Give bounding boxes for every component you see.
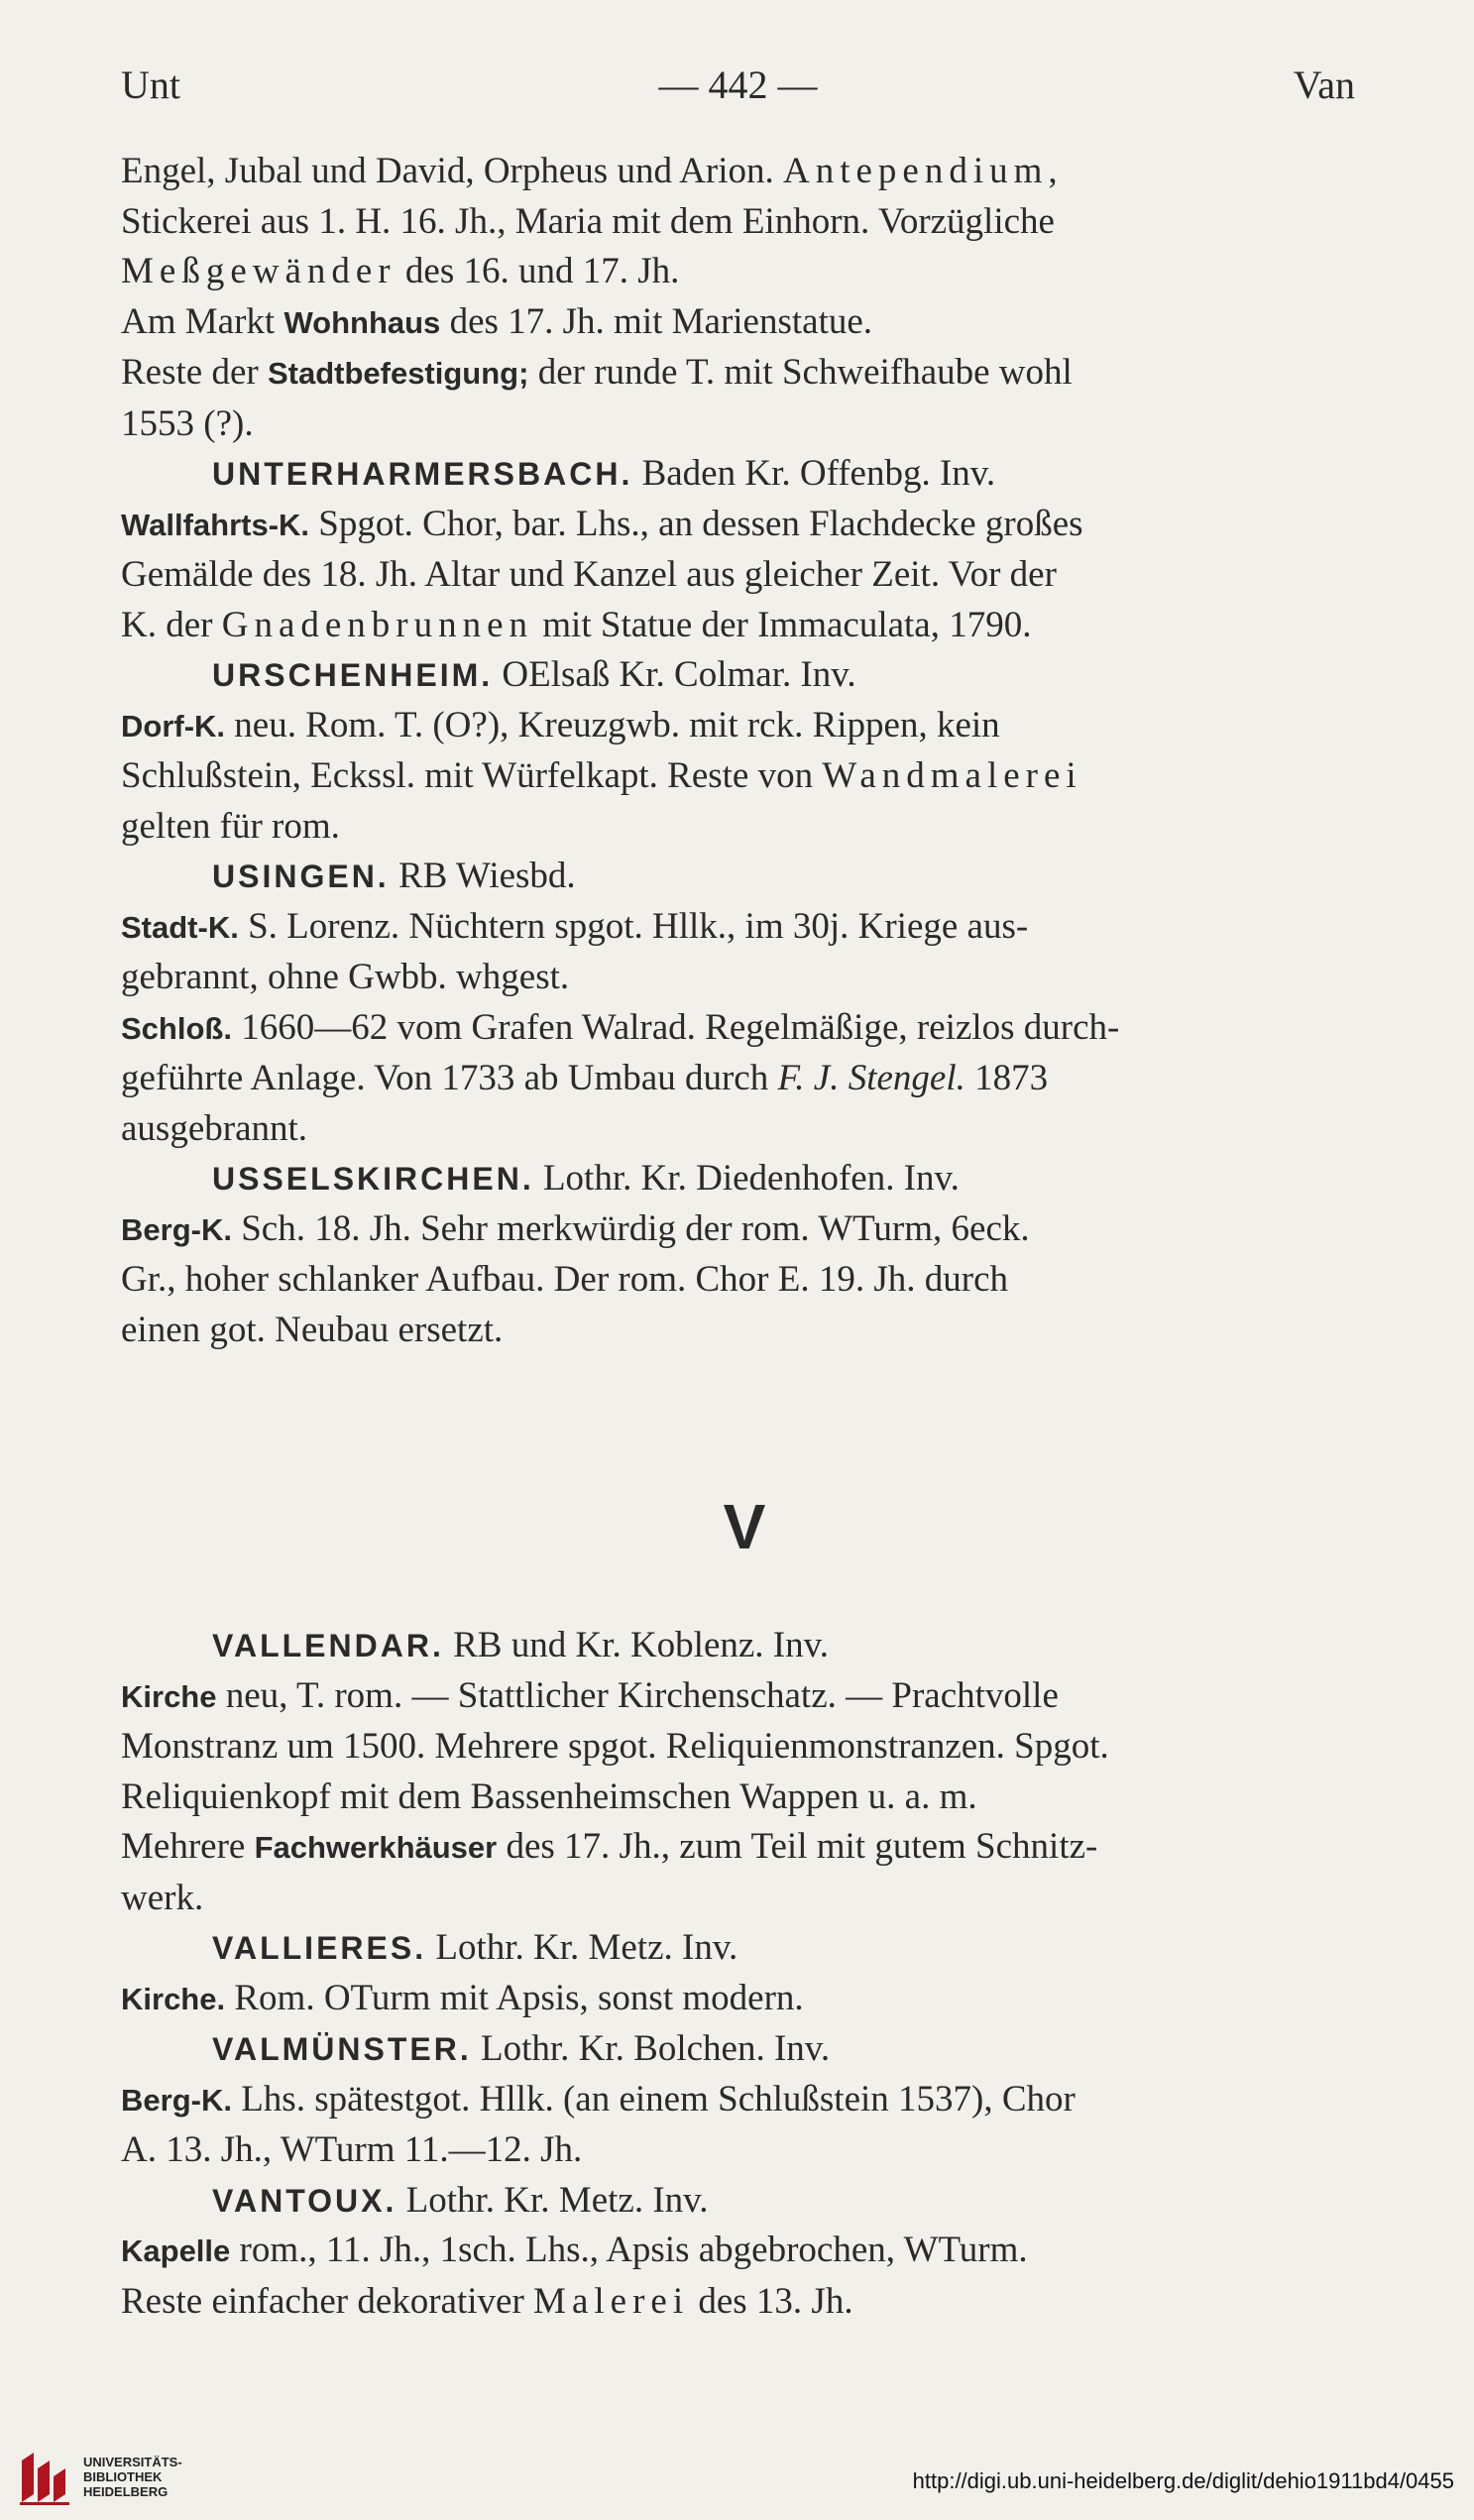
text-span: Stickerei aus 1. H. 16. Jh., Maria mit dem Einhorn. Vorzügliche [121, 200, 1055, 242]
text-span: gebrannt, ohne Gwbb. whgest. [121, 957, 570, 997]
text-span: K. der [121, 604, 222, 645]
text-line [121, 2277, 1368, 2328]
text-line [121, 802, 1368, 853]
text-span: 1873 [964, 1058, 1049, 1098]
spaced-emphasis: Antependium, [782, 151, 1064, 191]
text-line [121, 2125, 1368, 2176]
place-name: VALLIERES. [212, 1930, 427, 1966]
text-line [121, 953, 1368, 1003]
header-left-keyword: Unt [121, 62, 180, 107]
building-keyword: Wohnhaus [283, 304, 441, 340]
text-line [121, 297, 1368, 349]
text-span: gelten für rom. [121, 805, 340, 847]
text-block-v [121, 1621, 1368, 2327]
text-span: Lothr. Kr. Metz. Inv. [426, 1927, 738, 1968]
building-keyword: Berg-K. [121, 2082, 232, 2118]
text-span: RB und Kr. Koblenz. Inv. [443, 1625, 829, 1665]
text-span: Reste der [121, 352, 268, 393]
text-line [121, 1255, 1368, 1306]
spaced-emphasis: Malerei [533, 2280, 690, 2322]
building-keyword: Berg-K. [121, 1211, 232, 1247]
text-span: ausgebrannt. [121, 1107, 308, 1149]
logo-line-2: BIBLIOTHEK [83, 2469, 163, 2484]
logo-line-1: UNIVERSITÄTS- [83, 2455, 182, 2469]
text-span: Gr., hoher schlanker Aufbau. Der rom. Chor E. 19. Jh. durch [121, 1259, 1008, 1300]
text-span: neu, T. rom. — Stattlicher Kirchenschatz. — Prachtvolle [216, 1674, 1059, 1716]
text-span: geführte Anlage. Von 1733 ab Umbau durch [121, 1058, 778, 1098]
source-url-link[interactable]: http://digi.ub.uni-heidelberg.de/diglit/dehio1911bd4/0455 [912, 2468, 1454, 2493]
text-span: mit Statue der Immaculata, 1790. [533, 604, 1032, 645]
text-span: Reste einfacher dekorativer [121, 2280, 534, 2322]
text-line [121, 400, 1368, 450]
library-logo-icon [16, 2447, 73, 2506]
building-keyword: Schloß. [121, 1010, 232, 1046]
place-name: UNTERHARMERSBACH. [212, 456, 633, 492]
text-span: Monstranz um 1500. Mehrere spgot. Reliquienmonstranzen. Spgot. [121, 1726, 1109, 1767]
text-line [121, 1204, 1368, 1256]
text-line [121, 751, 1368, 802]
text-span: des 16. und 17. Jh. [396, 251, 680, 291]
text-span: 1660—62 vom Grafen Walrad. Regelmäßige, reizlos durch- [231, 1006, 1120, 1048]
text-line [121, 247, 1368, 297]
text-span: Reliquienkopf mit dem Bassenheimschen Wappen u. a. m. [121, 1775, 977, 1817]
text-span: der runde T. mit Schweifhaube wohl [528, 352, 1073, 393]
building-keyword: Kirche [121, 1678, 217, 1714]
entry-heading-line [121, 1154, 1368, 1204]
text-line [121, 601, 1368, 651]
building-keyword: Wallfahrts-K. [121, 507, 310, 542]
text-span: Sch. 18. Jh. Sehr merkwürdig der rom. WTurm, 6eck. [231, 1207, 1030, 1249]
building-keyword: Fachwerkhäuser [254, 1830, 498, 1865]
text-line [121, 1306, 1368, 1356]
text-line [121, 2075, 1368, 2126]
text-span: Gemälde des 18. Jh. Altar und Kanzel aus gleicher Zeit. Vor der [121, 554, 1057, 595]
building-keyword: Stadtbefestigung; [267, 356, 529, 391]
text-span: Lothr. Kr. Diedenhofen. Inv. [533, 1158, 960, 1199]
text-line [121, 902, 1368, 954]
text-line [121, 1822, 1368, 1874]
text-span: Spgot. Chor, bar. Lhs., an dessen Flachdecke großes [309, 503, 1083, 544]
place-name: USINGEN. [212, 859, 390, 894]
text-span: rom., 11. Jh., 1sch. Lhs., Apsis abgebrochen, WTurm. [230, 2230, 1028, 2270]
text-line [121, 701, 1368, 752]
text-line [121, 2226, 1368, 2277]
text-line [121, 1104, 1368, 1155]
place-name: VALLENDAR. [212, 1628, 444, 1663]
text-span: Am Markt [121, 300, 284, 342]
text-block-u [121, 147, 1368, 1355]
text-span: einen got. Neubau ersetzt. [121, 1309, 504, 1350]
page-number: — 442 — [658, 62, 818, 107]
text-span: des 17. Jh., zum Teil mit gutem Schnitz- [497, 1826, 1098, 1867]
building-keyword: Kapelle [121, 2234, 231, 2268]
text-span: Engel, Jubal und David, Orpheus und Arion. [121, 151, 783, 191]
text-span: werk. [121, 1877, 204, 1918]
text-span: Baden Kr. Offenbg. Inv. [632, 453, 996, 494]
spaced-emphasis: Wandmalerei [822, 755, 1082, 796]
entry-heading-line [121, 852, 1368, 902]
text-line [121, 1974, 1368, 2025]
text-span: S. Lorenz. Nüchtern spgot. Hllk., im 30j. Kriege aus- [238, 905, 1029, 947]
text-span: Rom. OTurm mit Apsis, sonst modern. [225, 1977, 804, 2018]
text-span: OElsaß Kr. Colmar. Inv. [493, 654, 856, 695]
text-line [121, 500, 1368, 551]
italic-name: F. J. Stengel. [777, 1058, 965, 1098]
place-name: URSCHENHEIM. [212, 657, 494, 693]
building-keyword: Stadt-K. [121, 909, 239, 945]
text-line [121, 550, 1368, 601]
entry-heading-line [121, 1923, 1368, 1974]
entry-heading-line [121, 2024, 1368, 2075]
header-right-keyword: Van [1293, 62, 1355, 107]
text-line [121, 147, 1368, 197]
text-line [121, 1773, 1368, 1823]
text-line [121, 197, 1368, 248]
text-span: Lothr. Kr. Metz. Inv. [397, 2179, 709, 2221]
building-keyword: Kirche. [121, 1981, 226, 2016]
text-span: A. 13. Jh., WTurm 11.—12. Jh. [121, 2129, 583, 2170]
text-line [121, 1003, 1368, 1055]
entry-heading-line [121, 1621, 1368, 1671]
text-line [121, 1054, 1368, 1104]
library-logo [16, 2447, 214, 2506]
entry-heading-line [121, 449, 1368, 500]
text-span: neu. Rom. T. (O?), Kreuzgwb. mit rck. Rippen, kein [225, 704, 1000, 745]
spaced-emphasis: Gnadenbrunnen [221, 604, 534, 645]
text-line [121, 1874, 1368, 1924]
place-name: USSELSKIRCHEN. [212, 1161, 534, 1197]
building-keyword: Dorf-K. [121, 708, 226, 744]
text-span: RB Wiesbd. [389, 856, 576, 896]
text-line [121, 348, 1368, 400]
place-name: VANTOUX. [212, 2182, 397, 2219]
entry-heading-line [121, 2176, 1368, 2227]
text-span: Schlußstein, Eckssl. mit Würfelkapt. Reste von [121, 755, 823, 796]
text-span: Mehrere [121, 1826, 255, 1867]
place-name: VALMÜNSTER. [212, 2031, 472, 2067]
entry-heading-line [121, 650, 1368, 701]
spaced-emphasis: Meßgewänder [121, 251, 397, 291]
text-line [121, 1722, 1368, 1773]
logo-line-3: HEIDELBERG [83, 2484, 169, 2499]
text-line [121, 1671, 1368, 1723]
section-letter: V [723, 1491, 766, 1562]
text-span: des 13. Jh. [689, 2280, 853, 2322]
page-body [121, 147, 1368, 2327]
text-span: des 17. Jh. mit Marienstatue. [440, 300, 873, 342]
text-span: Lothr. Kr. Bolchen. Inv. [471, 2028, 831, 2069]
text-span: Lhs. spätestgot. Hllk. (an einem Schlußstein 1537), Chor [231, 2078, 1076, 2119]
text-span: 1553 (?). [121, 402, 254, 444]
